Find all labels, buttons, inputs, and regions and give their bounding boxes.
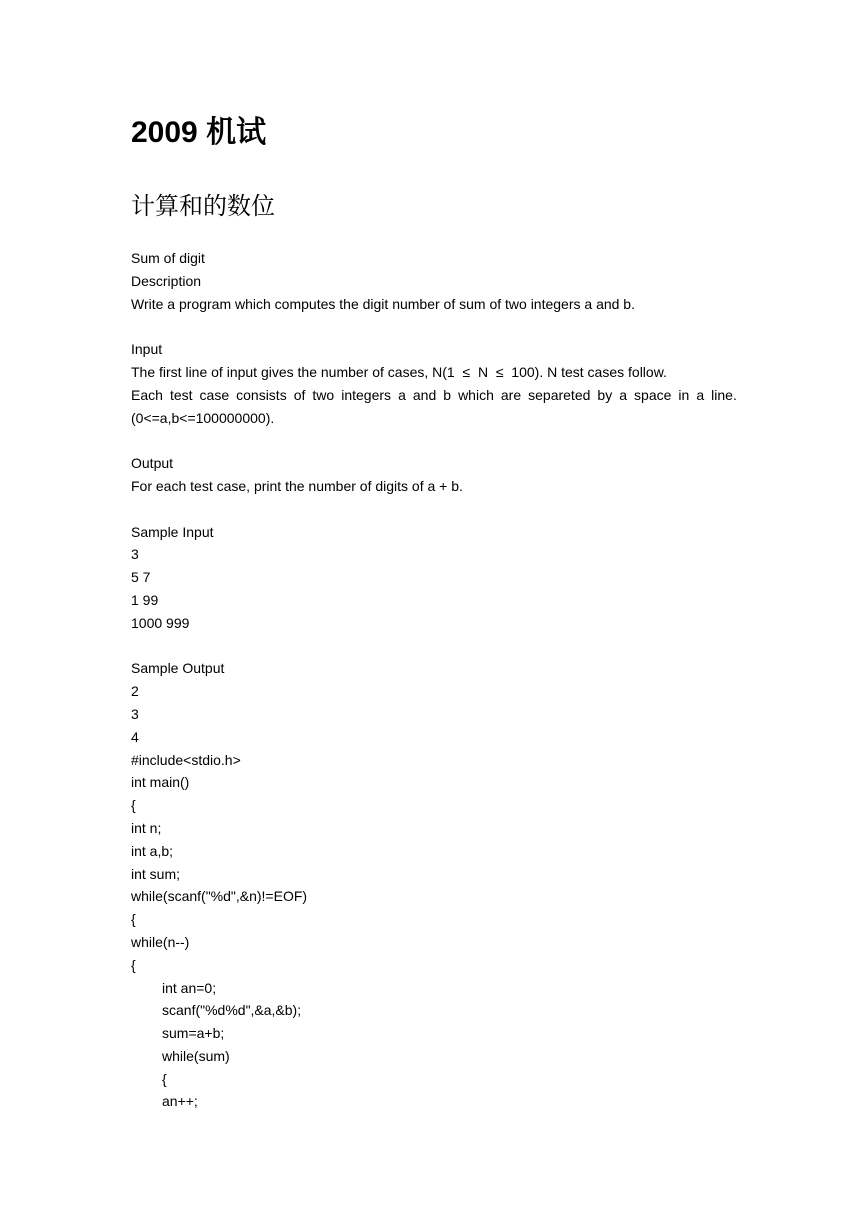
sample-input-line: 1 99 <box>131 591 159 608</box>
code-line: sum=a+b; <box>162 1025 225 1042</box>
sample-input-label: Sample Input <box>131 523 214 540</box>
word: consists <box>236 386 287 403</box>
code-line: { <box>131 911 136 928</box>
problem-name: Sum of digit <box>131 250 205 266</box>
blank-line <box>131 498 737 521</box>
word: test <box>169 386 193 403</box>
word: and <box>412 386 437 403</box>
word: which <box>458 386 494 403</box>
description-label: Description <box>131 272 202 289</box>
problem-body <box>131 247 737 1113</box>
word: two <box>312 386 335 403</box>
sample-input-line: 3 <box>131 546 139 563</box>
input-text-line-2 <box>131 384 737 407</box>
section-heading: 计算和的数位 <box>131 193 275 220</box>
sample-output-line: 2 <box>131 683 139 700</box>
word: Each <box>131 386 163 403</box>
code-line: while(sum) <box>162 1047 230 1064</box>
word: are <box>500 386 522 403</box>
word: by <box>597 386 613 403</box>
word: b <box>443 386 452 403</box>
code-line: int n; <box>131 819 162 836</box>
code-line: while(n--) <box>131 933 190 950</box>
code-line: int sum; <box>131 865 181 882</box>
word: separeted <box>528 386 591 403</box>
page-title: 2009 机试 <box>131 116 267 149</box>
word: of <box>293 386 306 403</box>
word: a <box>398 386 406 403</box>
word: in <box>678 386 690 403</box>
code-line: int an=0; <box>162 979 217 996</box>
word: space <box>634 386 672 403</box>
input-text-line-1: The first line of input gives the number of cases, N(1 ≤ N ≤ 100). N test cases follow. <box>131 363 667 380</box>
code-line: { <box>131 956 136 973</box>
blank-line <box>131 315 737 338</box>
input-label: Input <box>131 341 163 358</box>
sample-output-line: 4 <box>131 728 139 745</box>
code-line: int main() <box>131 774 190 791</box>
sample-input-line: 1000 999 <box>131 614 190 631</box>
code-line: scanf("%d%d",&a,&b); <box>162 1002 302 1019</box>
blank-line <box>131 635 737 658</box>
output-label: Output <box>131 455 174 472</box>
sample-output-line: 3 <box>131 705 139 722</box>
sample-input-line: 5 7 <box>131 569 151 586</box>
word: line. <box>711 386 737 403</box>
word: a <box>696 386 705 403</box>
output-text: For each test case, print the number of digits of a + b. <box>131 477 463 494</box>
description-text: Write a program which computes the digit number of sum of two integers a and b. <box>131 295 635 312</box>
code-line: an++; <box>162 1093 198 1110</box>
word: integers <box>341 386 392 403</box>
code-line: { <box>162 1070 167 1087</box>
code-line: int a,b; <box>131 842 174 859</box>
word: a <box>619 386 628 403</box>
blank-line <box>131 429 737 452</box>
sample-output-label: Sample Output <box>131 660 225 677</box>
code-line: { <box>131 797 136 814</box>
code-line: while(scanf("%d",&n)!=EOF) <box>131 888 308 905</box>
word: case <box>199 386 230 403</box>
input-text-line-3: (0<=a,b<=100000000). <box>131 409 275 426</box>
code-line: #include<stdio.h> <box>131 751 241 768</box>
